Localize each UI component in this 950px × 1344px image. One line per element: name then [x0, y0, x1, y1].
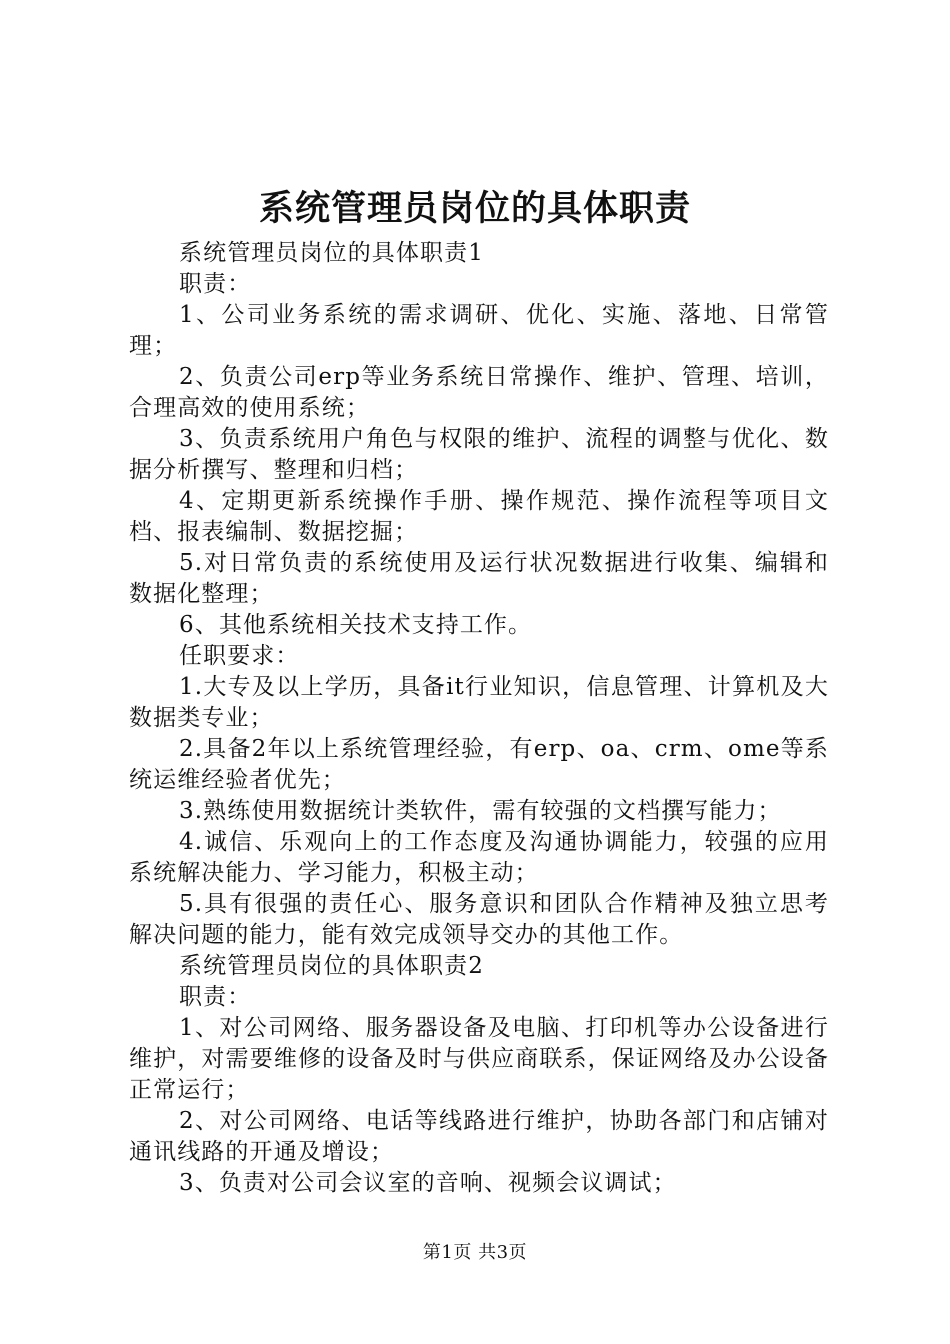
page-footer: 第1页 共3页 — [422, 1242, 528, 1263]
duties-label-2: 职责： — [179, 984, 252, 1010]
duty-item-2-2: 2、对公司网络、电话等线路进行维护，协助各部门和店铺对通讯线路的开通及增设； — [129, 1108, 829, 1165]
duties-label-1: 职责： — [179, 271, 252, 297]
duty-item-1-5: 5.对日常负责的系统使用及运行状况数据进行收集、编辑和数据化整理； — [129, 550, 829, 607]
duty-item-1-3: 3、负责系统用户角色与权限的维护、流程的调整与优化、数据分析撰写、整理和归档； — [129, 426, 829, 483]
duty-item-2-1: 1、对公司网络、服务器设备及电脑、打印机等办公设备进行维护，对需要维修的设备及时与供应商联系，保证网络及办公设备正常运行； — [129, 1015, 829, 1103]
section-heading-1: 系统管理员岗位的具体职责1 — [179, 240, 484, 266]
duty-item-1-6: 6、其他系统相关技术支持工作。 — [179, 612, 533, 638]
document-body — [129, 238, 829, 1199]
requirement-item-5: 5.具有很强的责任心、服务意识和团队合作精神及独立思考解决问题的能力，能有效完成领导交办的其他工作。 — [129, 891, 829, 948]
requirements-label: 任职要求： — [179, 643, 300, 669]
requirement-item-2: 2.具备2年以上系统管理经验，有erp、oa、crm、ome等系统运维经验者优先； — [129, 736, 829, 793]
requirement-item-4: 4.诚信、乐观向上的工作态度及沟通协调能力，较强的应用系统解决能力、学习能力，积极主动； — [129, 829, 829, 886]
duty-item-1-2: 2、负责公司erp等业务系统日常操作、维护、管理、培训，合理高效的使用系统； — [129, 364, 829, 421]
duty-item-1-4: 4、定期更新系统操作手册、操作规范、操作流程等项目文档、报表编制、数据挖掘； — [129, 488, 829, 545]
document-title: 系统管理员岗位的具体职责 — [258, 188, 691, 229]
requirement-item-1: 1.大专及以上学历，具备it行业知识，信息管理、计算机及大数据类专业； — [129, 674, 829, 731]
requirement-item-3: 3.熟练使用数据统计类软件，需有较强的文档撰写能力； — [179, 798, 782, 824]
section-heading-2: 系统管理员岗位的具体职责2 — [179, 953, 484, 979]
duty-item-2-3: 3、负责对公司会议室的音响、视频会议调试； — [179, 1170, 677, 1196]
duty-item-1-1: 1、公司业务系统的需求调研、优化、实施、落地、日常管理； — [129, 302, 829, 359]
